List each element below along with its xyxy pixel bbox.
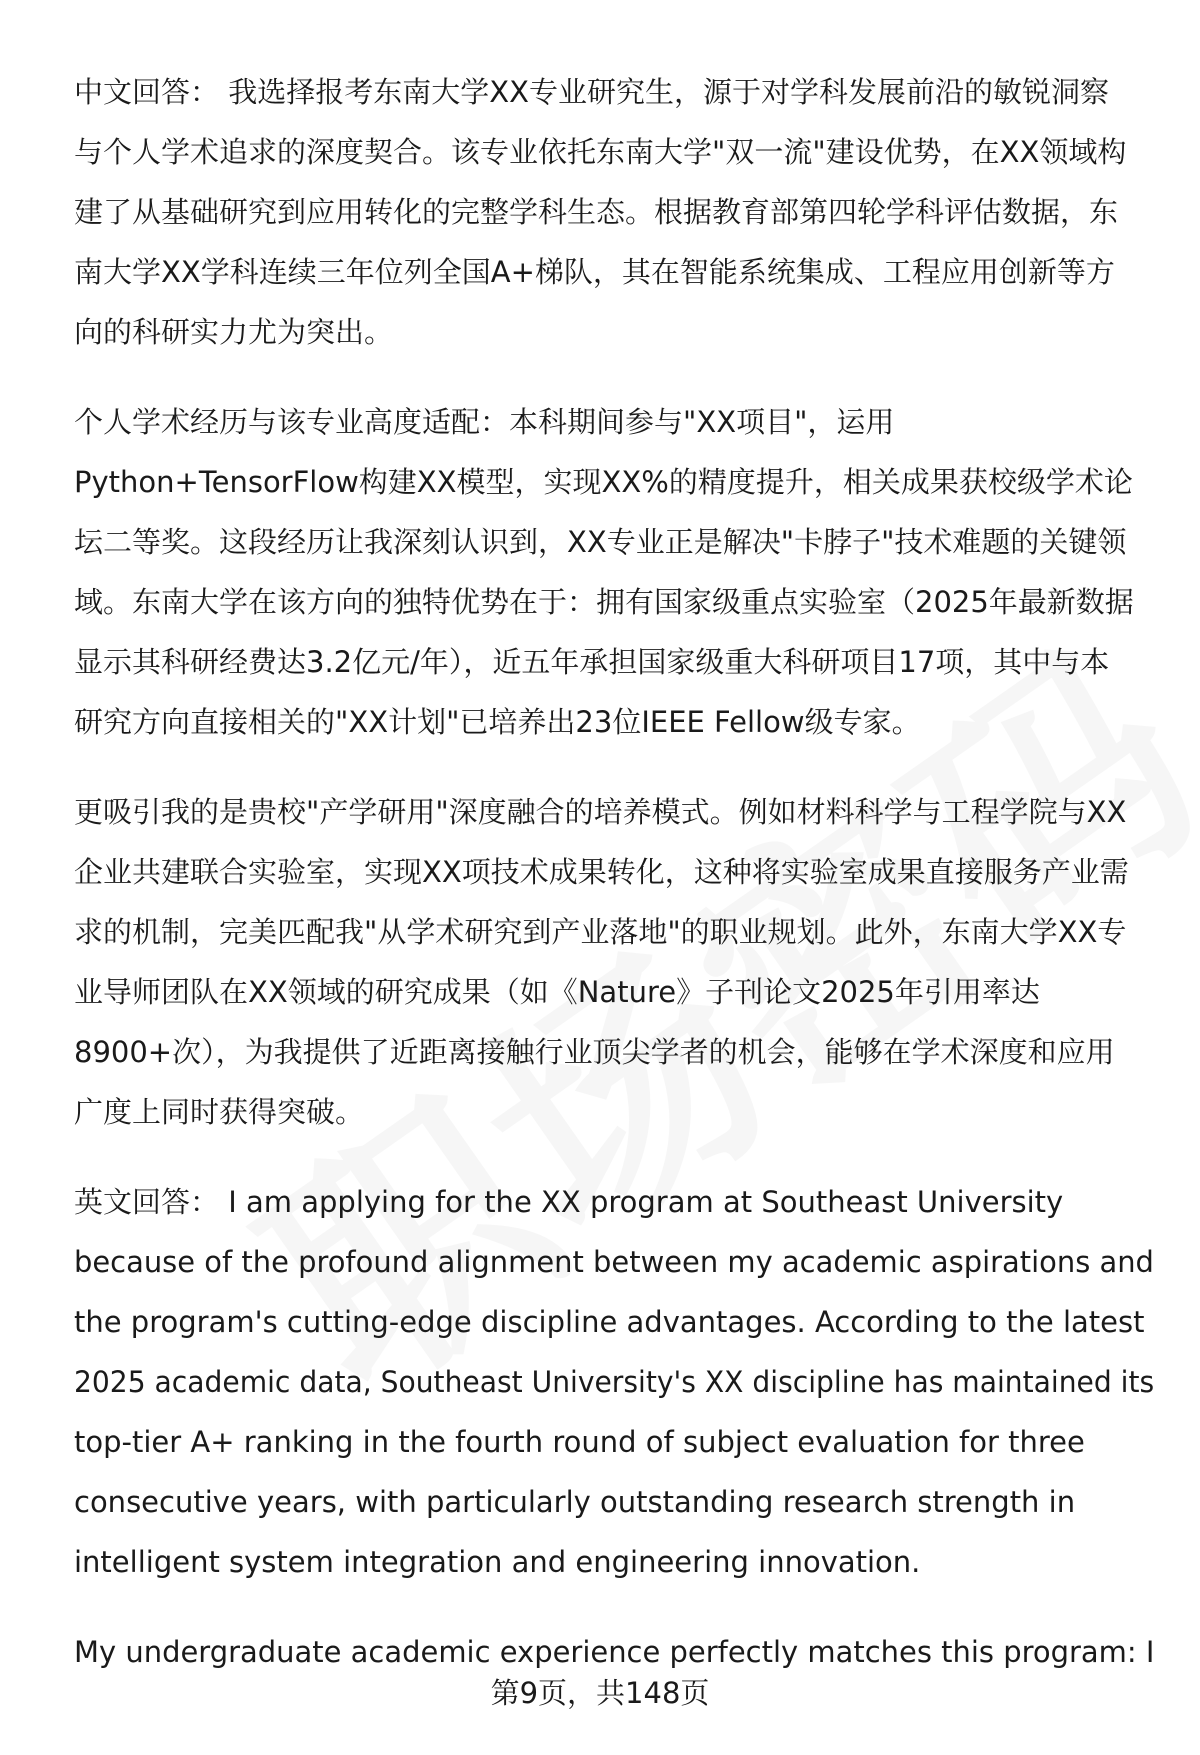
text-line: 南大学XX学科连续三年位列全国A+梯队，其在智能系统集成、工程应用创新等方	[74, 255, 1115, 289]
text-line: 广度上同时获得突破。	[74, 1095, 365, 1129]
text-line: 与个人学术追求的深度契合。该专业依托东南大学"双一流"建设优势，在XX领域构	[74, 135, 1127, 169]
text-line: top-tier A+ ranking in the fourth round of subject evaluation for three	[74, 1425, 1085, 1459]
text-line: 向的科研实力尤为突出。	[74, 315, 394, 349]
page-indicator: 第9页，共148页	[490, 1676, 710, 1710]
text-line: 求的机制，完美匹配我"从学术研究到产业落地"的职业规划。此外，东南大学XX专	[74, 915, 1127, 949]
text-line: 2025 academic data, Southeast University's XX discipline has maintained its	[74, 1365, 1155, 1399]
text-line: Python+TensorFlow构建XX模型，实现XX%的精度提升，相关成果获校级学术论	[74, 465, 1133, 499]
text-line: 域。东南大学在该方向的独特优势在于：拥有国家级重点实验室（2025年最新数据	[74, 585, 1134, 619]
text-line: 坛二等奖。这段经历让我深刻认识到，XX专业正是解决"卡脖子"技术难题的关键领	[74, 525, 1127, 559]
text-line: 建了从基础研究到应用转化的完整学科生态。根据教育部第四轮学科评估数据，东	[74, 195, 1119, 229]
text-line: 业导师团队在XX领域的研究成果（如《Nature》子刊论文2025年引用率达	[74, 975, 1040, 1009]
text-line: 更吸引我的是贵校"产学研用"深度融合的培养模式。例如材料科学与工程学院与XX	[74, 795, 1127, 829]
text-line: intelligent system integration and engineering innovation.	[74, 1545, 921, 1579]
text-line: 研究方向直接相关的"XX计划"已培养出23位IEEE Fellow级专家。	[74, 705, 921, 739]
text-line: 英文回答： I am applying for the XX program at Southeast University	[74, 1185, 1064, 1219]
paragraph-academic-experience	[74, 392, 1154, 752]
text-line: 显示其科研经费达3.2亿元/年），近五年承担国家级重大科研项目17项，其中与本	[74, 645, 1110, 679]
paragraph-training-model	[74, 782, 1154, 1142]
text-line: consecutive years, with particularly outstanding research strength in	[74, 1485, 1076, 1519]
text-line: 中文回答： 我选择报考东南大学XX专业研究生，源于对学科发展前沿的敏锐洞察	[74, 75, 1109, 109]
text-line: 个人学术经历与该专业高度适配：本科期间参与"XX项目"，运用	[74, 405, 895, 439]
text-line: 企业共建联合实验室，实现XX项技术成果转化，这种将实验室成果直接服务产业需	[74, 855, 1129, 889]
text-line: My undergraduate academic experience perfectly matches this program: I	[74, 1635, 1155, 1669]
document-body	[74, 62, 1154, 1712]
paragraph-chinese-answer-intro	[74, 62, 1154, 362]
text-line: the program's cutting-edge discipline advantages. According to the latest	[74, 1305, 1145, 1339]
paragraph-english-answer	[74, 1172, 1154, 1592]
text-line: because of the profound alignment between my academic aspirations and	[74, 1245, 1154, 1279]
text-line: 8900+次），为我提供了近距离接触行业顶尖学者的机会，能够在学术深度和应用	[74, 1035, 1115, 1069]
